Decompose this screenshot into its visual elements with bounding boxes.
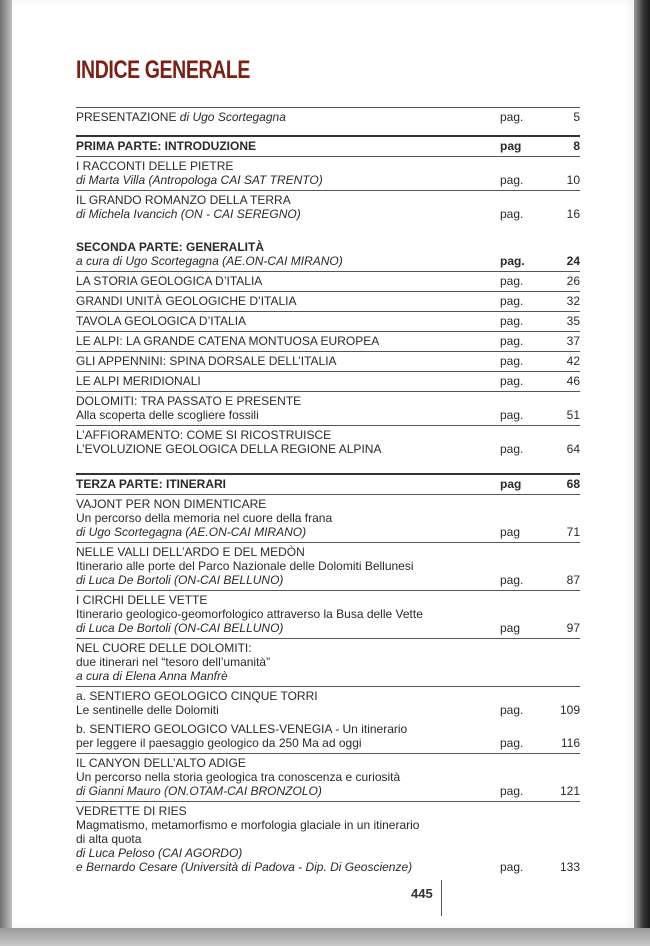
toc-page-number: 8 [573, 139, 580, 153]
toc-entry-title: DOLOMITI: TRA PASSATO E PRESENTE [76, 394, 302, 408]
toc-page-number: 10 [566, 173, 580, 187]
toc-page-label: pag. [500, 254, 525, 268]
toc-entry [76, 590, 580, 638]
toc-entry-line [76, 139, 500, 153]
toc-entry-line [76, 173, 500, 187]
toc-page-label: pag. [500, 573, 524, 587]
toc-entry-text [76, 593, 500, 635]
toc-page-number: 32 [566, 294, 580, 308]
toc-page-label: pag. [500, 314, 524, 328]
toc-entry-title: VAJONT PER NON DIMENTICARE [76, 497, 267, 511]
toc-entry-author: di Ugo Scortegagna [179, 110, 286, 124]
toc-entry-line [76, 240, 500, 254]
toc-entry-title: Un percorso della memoria nel cuore della frana [76, 511, 333, 525]
toc-entry-line [76, 334, 500, 348]
toc-entry-text [76, 354, 500, 368]
toc-entry-line [76, 784, 500, 798]
toc-page-number: 109 [559, 703, 580, 717]
toc-entry-author: di Michela Ivancich (ON - CAI SEREGNO) [76, 207, 301, 221]
toc-entry-text [76, 428, 500, 456]
toc-page-label: pag. [500, 334, 524, 348]
toc-entry-title: di alta quota [76, 832, 142, 846]
toc-page-number: 42 [566, 354, 580, 368]
toc-entry-title: I CIRCHI DELLE VETTE [76, 593, 208, 607]
toc-page-label: pag. [500, 736, 524, 750]
toc-entry-text [76, 159, 500, 187]
toc-page-label: pag. [500, 442, 524, 456]
toc-entry-line [76, 511, 500, 525]
toc-entry-line [76, 641, 500, 655]
toc-entry-author: a cura di Ugo Scortegagna (AE.ON-CAI MIRANO) [76, 254, 343, 268]
toc-entry-text [76, 314, 500, 328]
toc-page-number: 116 [560, 736, 580, 750]
toc-entry-title: NEL CUORE DELLE DOLOMITI: [76, 641, 252, 655]
toc-entry-line [76, 428, 500, 442]
toc-entry-text [76, 139, 500, 153]
toc-page-number: 87 [566, 573, 580, 587]
toc-entry [76, 720, 580, 753]
toc-entry-text [76, 294, 500, 308]
toc-entry-title: I RACCONTI DELLE PIETRE [76, 159, 234, 173]
toc-entry-title: L’EVOLUZIONE GEOLOGICA DELLA REGIONE ALPINA [76, 442, 382, 456]
toc-entry [76, 311, 580, 331]
toc-entry [76, 542, 580, 590]
toc-entry-line [76, 573, 500, 587]
toc-page-label: pag. [500, 703, 524, 717]
toc-entry-author: di Marta Villa (Antropologa CAI SAT TRENTO) [76, 173, 323, 187]
toc-entry-title: Magmatismo, metamorfismo e morfologia glaciale in un itinerario [76, 818, 420, 832]
toc-page-number: 26 [566, 274, 580, 288]
toc-entry-title: a. SENTIERO GEOLOGICO CINQUE TORRI [76, 689, 318, 703]
toc-entry [76, 291, 580, 311]
toc-entry [76, 371, 580, 391]
toc-page-label: pag. [500, 860, 524, 874]
page-title: INDICE GENERALE [76, 56, 251, 84]
toc-entry-line [76, 254, 500, 268]
page-number: 445 [411, 886, 433, 901]
toc-entry-title: L’AFFIORAMENTO: COME SI RICOSTRUISCE [76, 428, 332, 442]
toc-entry-line [76, 442, 500, 456]
toc-page-label: pag [500, 139, 522, 153]
toc-page-label: pag. [500, 207, 524, 221]
toc-entry [76, 135, 580, 156]
toc-entry-title: b. SENTIERO GEOLOGICO VALLES-VENEGIA - Un itinerario [76, 722, 408, 736]
toc-page-number: 16 [566, 207, 580, 221]
toc-entry-line [76, 294, 500, 308]
toc-entry-line [76, 110, 500, 124]
toc-entry-text [76, 374, 500, 388]
toc-entry-line [76, 394, 500, 408]
page-number-divider [441, 880, 442, 916]
toc-page-number: 68 [566, 477, 580, 491]
toc-section-title: SECONDA PARTE: GENERALITÀ [76, 240, 265, 254]
toc-page-number: 35 [566, 314, 580, 328]
toc-entry-line [76, 193, 500, 207]
toc-entry-line [76, 655, 500, 669]
toc-entry-author: e Bernardo Cesare (Università di Padova - Dip. Di Geoscienze) [76, 860, 413, 874]
toc-entry-title: IL GRANDO ROMANZO DELLA TERRA [76, 193, 291, 207]
toc-entry-text [76, 497, 500, 539]
toc-page-number: 71 [566, 525, 580, 539]
toc-page-label: pag. [500, 784, 524, 798]
toc-entry-line [76, 756, 500, 770]
table-of-contents [76, 107, 580, 877]
toc-page-number: 51 [566, 408, 580, 422]
toc-page-number: 133 [559, 860, 580, 874]
toc-entry [76, 107, 580, 127]
toc-entry [76, 686, 580, 720]
toc-entry-line [76, 207, 500, 221]
toc-entry-line [76, 408, 500, 422]
toc-entry-line [76, 703, 500, 717]
toc-page-number: 46 [566, 374, 580, 388]
toc-entry-title: IL CANYON DELL’ALTO ADIGE [76, 756, 246, 770]
toc-entry-line [76, 846, 500, 860]
toc-entry-text [76, 722, 500, 750]
toc-entry-line [76, 593, 500, 607]
toc-entry-text [76, 110, 500, 124]
toc-entry [76, 425, 580, 459]
toc-entry-author: di Luca De Bortoli (ON-CAI BELLUNO) [76, 621, 284, 635]
toc-page-number: 37 [566, 334, 580, 348]
toc-page-label: pag. [500, 274, 524, 288]
toc-entry-line [76, 497, 500, 511]
toc-entry-line [76, 722, 500, 736]
toc-entry-line [76, 159, 500, 173]
toc-entry-text [76, 394, 500, 422]
toc-page-label: pag. [500, 374, 524, 388]
toc-entry [76, 190, 580, 224]
toc-entry-line [76, 314, 500, 328]
toc-entry-title: Le sentinelle delle Dolomiti [76, 703, 219, 717]
toc-entry-text [76, 274, 500, 288]
toc-entry-text [76, 545, 500, 587]
toc-entry-line [76, 736, 500, 750]
toc-entry-line [76, 860, 500, 874]
toc-entry-line [76, 354, 500, 368]
toc-entry-line [76, 374, 500, 388]
toc-entry [76, 473, 580, 494]
toc-entry [76, 351, 580, 371]
toc-entry [76, 391, 580, 425]
toc-page-number: 64 [566, 442, 580, 456]
toc-entry [76, 638, 580, 686]
toc-entry-text [76, 334, 500, 348]
toc-entry-line [76, 477, 500, 491]
toc-entry-title: per leggere il paesaggio geologico da 250 Ma ad oggi [76, 736, 362, 750]
toc-page-label: pag. [500, 294, 524, 308]
toc-entry-author: di Luca Peloso (CAI AGORDO) [76, 846, 243, 860]
toc-entry-author: di Luca De Bortoli (ON-CAI BELLUNO) [76, 573, 284, 587]
toc-entry-line [76, 689, 500, 703]
toc-entry-line [76, 770, 500, 784]
toc-entry-text [76, 240, 500, 268]
toc-entry-line [76, 525, 500, 539]
toc-entry-line [76, 621, 500, 635]
toc-page-number: 24 [566, 254, 580, 268]
toc-entry [76, 753, 580, 801]
toc-entry-title: Alla scoperta delle scogliere fossili [76, 408, 259, 422]
toc-entry-title: NELLE VALLI DELL’ARDO E DEL MEDÒN [76, 545, 305, 559]
toc-entry [76, 494, 580, 542]
toc-entry-line [76, 559, 500, 573]
toc-page-number: 121 [559, 784, 580, 798]
toc-entry-title: LE ALPI: LA GRANDE CATENA MONTUOSA EUROPEA [76, 334, 380, 348]
toc-page-label: pag. [500, 408, 524, 422]
toc-entry-text [76, 193, 500, 221]
toc-entry-title: GRANDI UNITÀ GEOLOGICHE D’ITALIA [76, 294, 297, 308]
toc-page-label: pag [500, 477, 522, 491]
toc-entry [76, 238, 580, 271]
toc-entry-title: Un percorso nella storia geologica tra conoscenza e curiosità [76, 770, 401, 784]
toc-entry [76, 271, 580, 291]
toc-entry-author: a cura di Elena Anna Manfrè [76, 669, 228, 683]
toc-entry [76, 331, 580, 351]
toc-page-label: pag. [500, 173, 524, 187]
toc-entry [76, 801, 580, 877]
page-edge-right [634, 0, 650, 946]
toc-entry-title: VEDRETTE DI RIES [76, 804, 187, 818]
toc-entry-line [76, 545, 500, 559]
toc-entry-text [76, 477, 500, 491]
toc-page-number: 97 [566, 621, 580, 635]
toc-entry-author: di Ugo Scortegagna (AE.ON-CAI MIRANO) [76, 525, 307, 539]
toc-entry-text [76, 804, 500, 874]
toc-entry-text [76, 756, 500, 798]
toc-entry-title: GLI APPENNINI: SPINA DORSALE DELL’ITALIA [76, 354, 337, 368]
toc-entry-title: PRIMA PARTE: INTRODUZIONE [76, 139, 256, 153]
toc-entry-line [76, 607, 500, 621]
toc-entry-line [76, 669, 500, 683]
toc-entry-title: due itinerari nel “tesoro dell’umanità” [76, 655, 271, 669]
toc-entry-line [76, 804, 500, 818]
toc-entry-line [76, 818, 500, 832]
toc-entry-title: Itinerario alle porte del Parco Nazionale delle Dolomiti Bellunesi [76, 559, 414, 573]
toc-section-title: TERZA PARTE: ITINERARI [76, 477, 226, 491]
toc-page-label: pag [500, 621, 521, 635]
toc-entry-author: di Gianni Mauro (ON.OTAM-CAI BRONZOLO) [76, 784, 322, 798]
toc-page-label: pag. [500, 354, 524, 368]
toc-page-number: 5 [573, 110, 580, 124]
toc-entry-title: LA STORIA GEOLOGICA D’ITALIA [76, 274, 263, 288]
toc-entry [76, 156, 580, 190]
toc-page-label: pag [500, 525, 521, 539]
toc-entry-text [76, 641, 500, 683]
toc-entry-text [76, 689, 500, 717]
toc-entry-title: LE ALPI MERIDIONALI [76, 374, 201, 388]
toc-page-label: pag. [500, 110, 524, 124]
toc-entry-title: TAVOLA GEOLOGICA D’ITALIA [76, 314, 247, 328]
toc-entry-title: PRESENTAZIONE [76, 110, 180, 124]
toc-entry-line [76, 832, 500, 846]
toc-entry-title: Itinerario geologico-geomorfologico attraverso la Busa delle Vette [76, 607, 423, 621]
page-edge-bottom [0, 928, 650, 946]
toc-entry-line [76, 274, 500, 288]
